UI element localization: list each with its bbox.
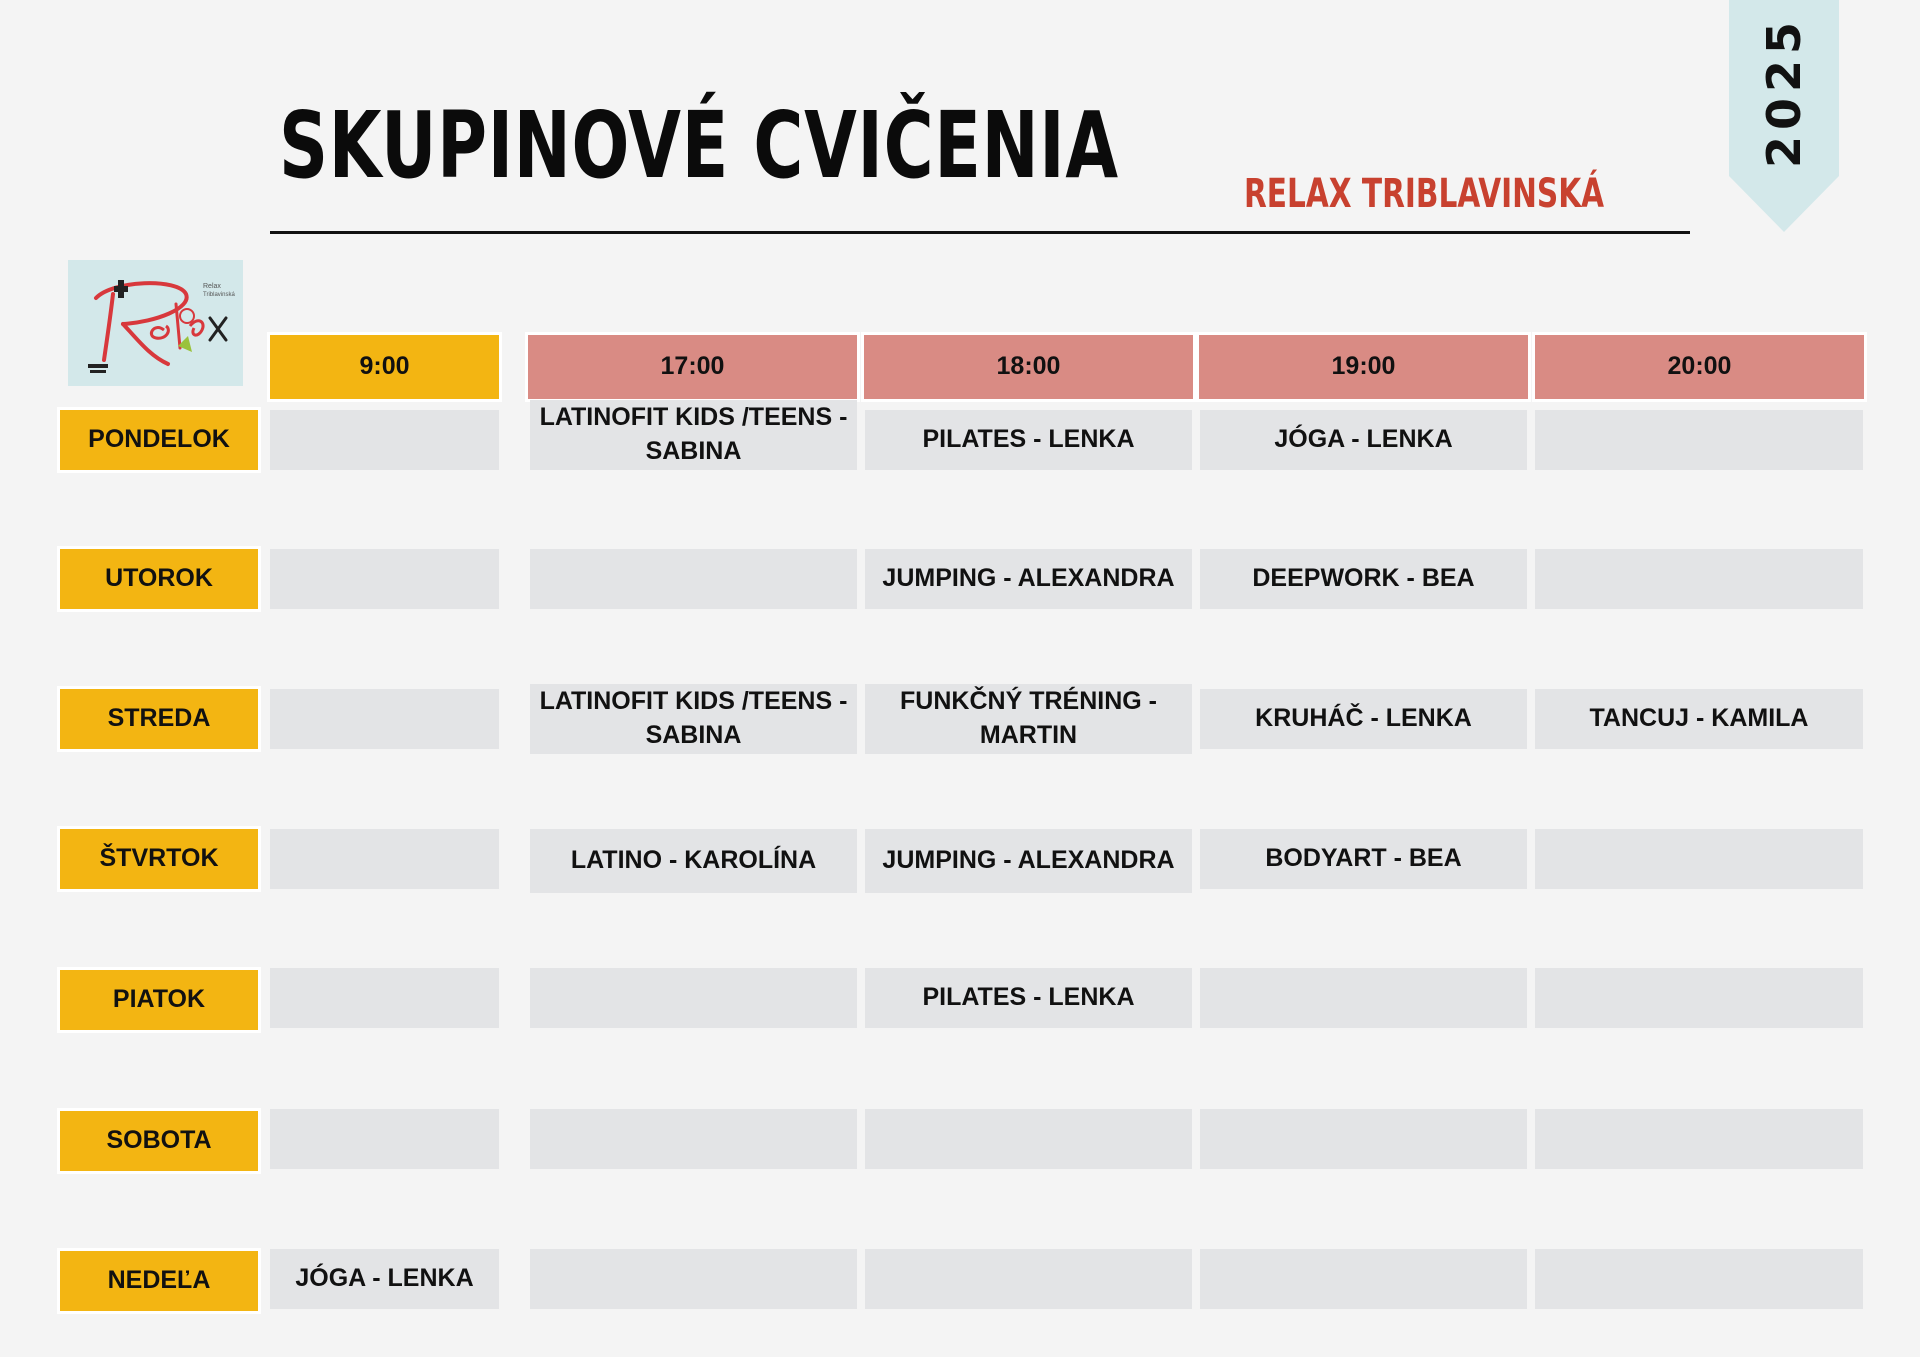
day-label-sobota: SOBOTA <box>60 1111 258 1171</box>
schedule-slot <box>1535 1109 1863 1169</box>
year-label: 2025 <box>1757 15 1811 169</box>
schedule-slot <box>530 1109 857 1169</box>
schedule-slot <box>530 968 857 1028</box>
schedule-slot: KRUHÁČ - LENKA <box>1200 689 1527 749</box>
title-divider <box>270 231 1690 234</box>
day-label-utorok: UTOROK <box>60 549 258 609</box>
relax-logo <box>68 260 243 386</box>
schedule-slot <box>1535 829 1863 889</box>
schedule-slot: PILATES - LENKA <box>865 968 1192 1028</box>
time-header-0900: 9:00 <box>270 335 499 399</box>
schedule-slot <box>1535 410 1863 470</box>
schedule-slot: DEEPWORK - BEA <box>1200 549 1527 609</box>
time-header-1900: 19:00 <box>1199 335 1528 399</box>
relax-logo-icon <box>68 260 243 386</box>
schedule-slot: JUMPING - ALEXANDRA <box>865 829 1192 893</box>
logo-small-text: Relax <box>203 283 221 290</box>
schedule-slot <box>270 410 499 470</box>
svg-text:Triblavinská: Triblavinská <box>203 292 235 298</box>
day-label-pondelok: PONDELOK <box>60 410 258 470</box>
schedule-slot <box>1535 968 1863 1028</box>
schedule-slot <box>530 549 857 609</box>
day-label-streda: STREDA <box>60 689 258 749</box>
time-header-2000: 20:00 <box>1535 335 1864 399</box>
schedule-slot <box>270 689 499 749</box>
schedule-slot <box>1200 1109 1527 1169</box>
schedule-slot: LATINOFIT KIDS /TEENS - SABINA <box>530 400 857 470</box>
time-header-1800: 18:00 <box>864 335 1193 399</box>
schedule-slot <box>270 1109 499 1169</box>
schedule-slot: JÓGA - LENKA <box>270 1249 499 1309</box>
schedule-slot <box>1535 1249 1863 1309</box>
schedule-slot: JUMPING - ALEXANDRA <box>865 549 1192 609</box>
schedule-slot <box>1200 968 1527 1028</box>
time-header-1700: 17:00 <box>528 335 857 399</box>
gym-location: RELAX TRIBLAVINSKÁ <box>1244 171 1605 217</box>
schedule-slot: TANCUJ - KAMILA <box>1535 689 1863 749</box>
schedule-slot: LATINO - KAROLÍNA <box>530 829 857 893</box>
page-title: SKUPINOVÉ CVIČENIA <box>279 92 1119 199</box>
schedule-slot: LATINOFIT KIDS /TEENS - SABINA <box>530 684 857 754</box>
schedule-slot: PILATES - LENKA <box>865 410 1192 470</box>
schedule-slot <box>1200 1249 1527 1309</box>
schedule-slot <box>865 1249 1192 1309</box>
schedule-slot <box>1535 549 1863 609</box>
schedule-slot <box>270 968 499 1028</box>
day-label-stvrtok: ŠTVRTOK <box>60 829 258 889</box>
schedule-slot <box>530 1249 857 1309</box>
year-ribbon <box>1729 0 1839 232</box>
schedule-slot: JÓGA - LENKA <box>1200 410 1527 470</box>
day-label-piatok: PIATOK <box>60 970 258 1030</box>
schedule-slot: FUNKČNÝ TRÉNING - MARTIN <box>865 684 1192 754</box>
schedule-slot <box>865 1109 1192 1169</box>
schedule-slot <box>270 549 499 609</box>
schedule-slot: BODYART - BEA <box>1200 829 1527 889</box>
schedule-slot <box>270 829 499 889</box>
day-label-nedela: NEDEĽA <box>60 1251 258 1311</box>
